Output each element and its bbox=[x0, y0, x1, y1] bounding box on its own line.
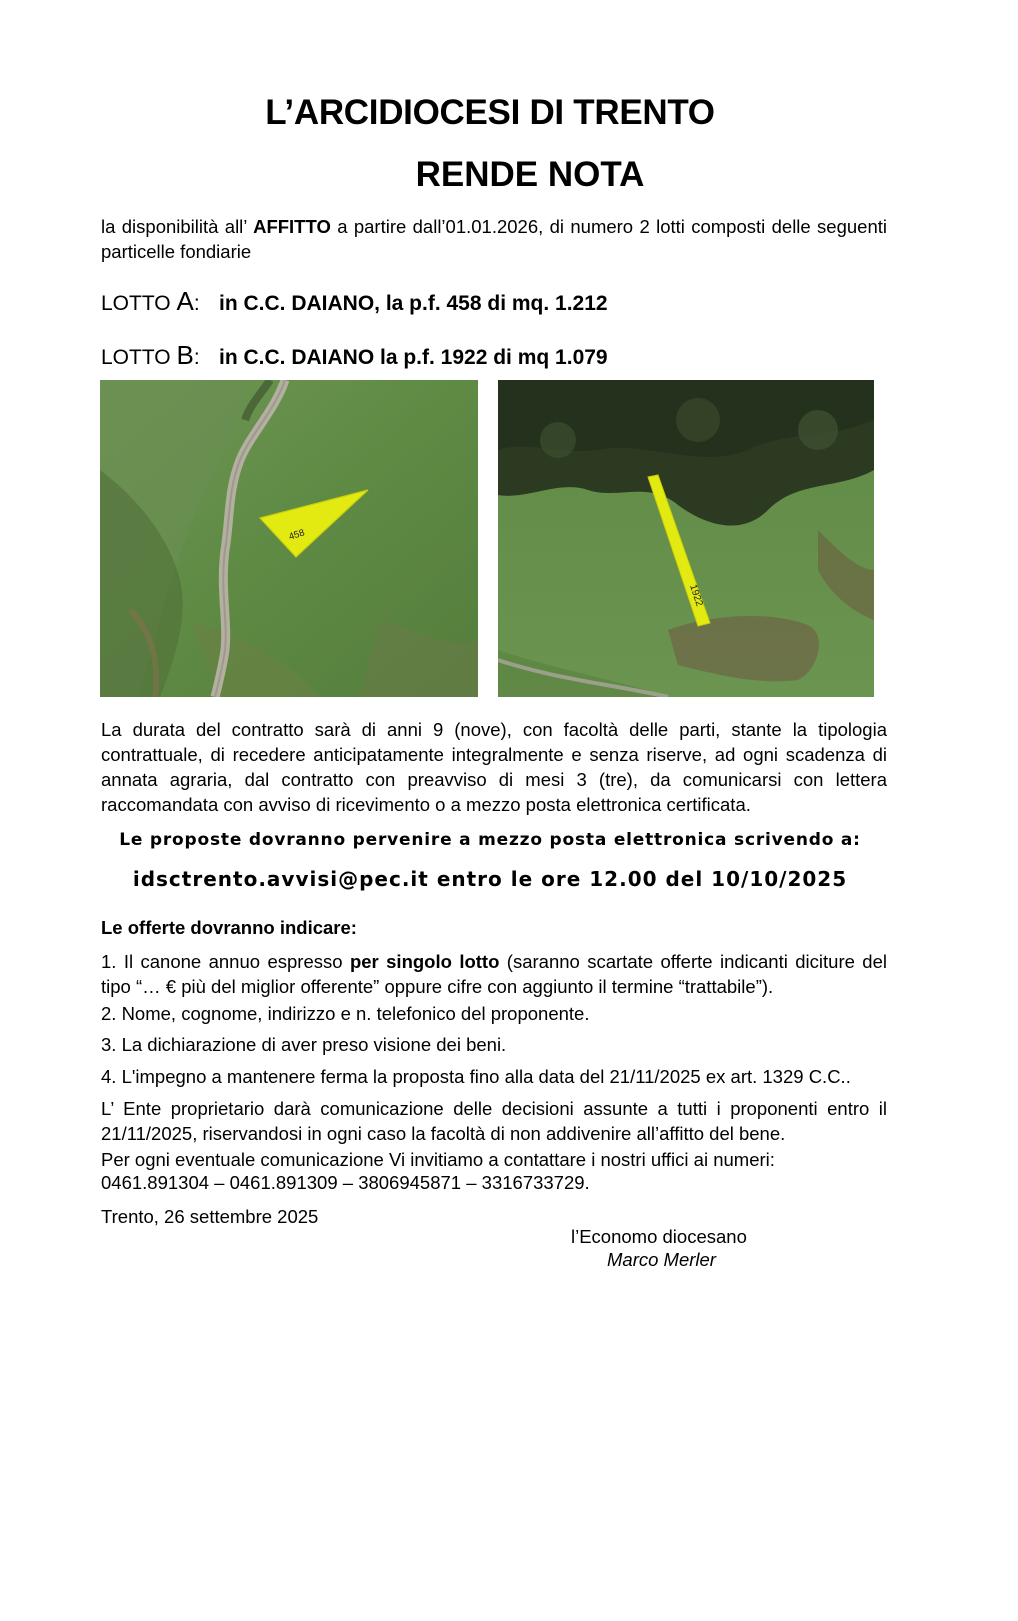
signatory-role: l’Economo diocesano bbox=[571, 1226, 747, 1247]
offer-requirement-3: 3. La dichiarazione di aver preso visione dei beni. bbox=[101, 1034, 507, 1055]
lotto-b-letter: B bbox=[176, 340, 194, 370]
lotto-a-text: in C.C. DAIANO, la p.f. 458 di mq. 1.212 bbox=[219, 292, 608, 315]
submission-instructions: Le proposte dovranno pervenire a mezzo posta elettronica scrivendo a: bbox=[119, 830, 861, 850]
contacts-block bbox=[101, 1148, 887, 1194]
signatory-name: Marco Merler bbox=[607, 1249, 716, 1270]
lotto-a-colon: : bbox=[193, 292, 200, 315]
page-subtitle: RENDE NOTA bbox=[415, 155, 645, 194]
page-title: L’ARCIDIOCESI DI TRENTO bbox=[265, 93, 715, 132]
intro-text-after: a partire dall’01.01.2026, di numero 2 lotti composti delle seguenti particelle fondiarie bbox=[101, 216, 887, 262]
aerial-map-a-graphic bbox=[100, 380, 478, 697]
offer-req-1-after: (saranno scartate offerte indicanti diciture del tipo “… € più del miglior offerente” oppure cifre con aggiunto il termine “trattabile”). bbox=[101, 951, 887, 997]
intro-paragraph bbox=[101, 214, 887, 264]
lotto-b-prefix: LOTTO bbox=[101, 346, 177, 369]
lotto-a-line bbox=[101, 286, 608, 317]
aerial-photo-lotto-b bbox=[498, 380, 874, 697]
offer-requirement-2: 2. Nome, cognome, indirizzo e n. telefonico del proponente. bbox=[101, 1003, 590, 1024]
place-and-date: Trento, 26 settembre 2025 bbox=[101, 1206, 319, 1227]
offer-req-1-before: 1. Il canone annuo espresso bbox=[101, 951, 350, 972]
lotto-a-label bbox=[101, 286, 219, 317]
offers-heading: Le offerte dovranno indicare: bbox=[101, 917, 357, 938]
contract-terms-paragraph: La durata del contratto sarà di anni 9 (nove), con facoltà delle parti, stante la tipologia contrattuale, di recedere anticipatamente integralmente e senza riserve, ad ogni scadenza di annata agraria, dal contratto con preavviso di mesi 3 (tre), da comunicarsi con lettera raccomandata con avviso di ricevimento o a mezzo posta elettronica certificata. bbox=[101, 719, 887, 815]
lotto-a-prefix: LOTTO bbox=[101, 292, 177, 315]
lotto-a-letter: A bbox=[176, 286, 194, 316]
contacts-intro: Per ogni eventuale comunicazione Vi invitiamo a contattare i nostri uffici ai numeri: bbox=[101, 1149, 775, 1170]
lotto-b-text: in C.C. DAIANO la p.f. 1922 di mq 1.079 bbox=[219, 346, 608, 369]
lotto-b-colon: : bbox=[193, 346, 200, 369]
intro-affitto: AFFITTO bbox=[253, 216, 331, 237]
offer-req-1-bold: per singolo lotto bbox=[349, 951, 500, 972]
parcel-1922-label: 1922 bbox=[687, 583, 705, 608]
lotto-b-line bbox=[101, 340, 608, 371]
aerial-photo-lotto-a bbox=[100, 380, 478, 697]
aerial-map-b-graphic bbox=[498, 380, 874, 697]
intro-text-before: la disponibilità all’ bbox=[101, 216, 254, 237]
offer-requirement-1 bbox=[101, 949, 887, 999]
contacts-phone-numbers: 0461.891304 – 0461.891309 – 3806945871 – 3316733729. bbox=[101, 1172, 590, 1193]
decision-notice-paragraph: L’ Ente proprietario darà comunicazione delle decisioni assunte a tutti i proponenti entro il 21/11/2025, riservandosi in ogni caso la facoltà di non addivenire all’affitto del bene. bbox=[101, 1098, 887, 1144]
parcel-458-label: 458 bbox=[287, 527, 307, 543]
lotto-b-label bbox=[101, 340, 219, 371]
offer-requirement-4: 4. L'impegno a mantenere ferma la proposta fino alla data del 21/11/2025 ex art. 1329 C.C.. bbox=[101, 1066, 851, 1087]
submission-email-deadline: idsctrento.avvisi@pec.it entro le ore 12.00 del 10/10/2025 bbox=[132, 867, 848, 891]
